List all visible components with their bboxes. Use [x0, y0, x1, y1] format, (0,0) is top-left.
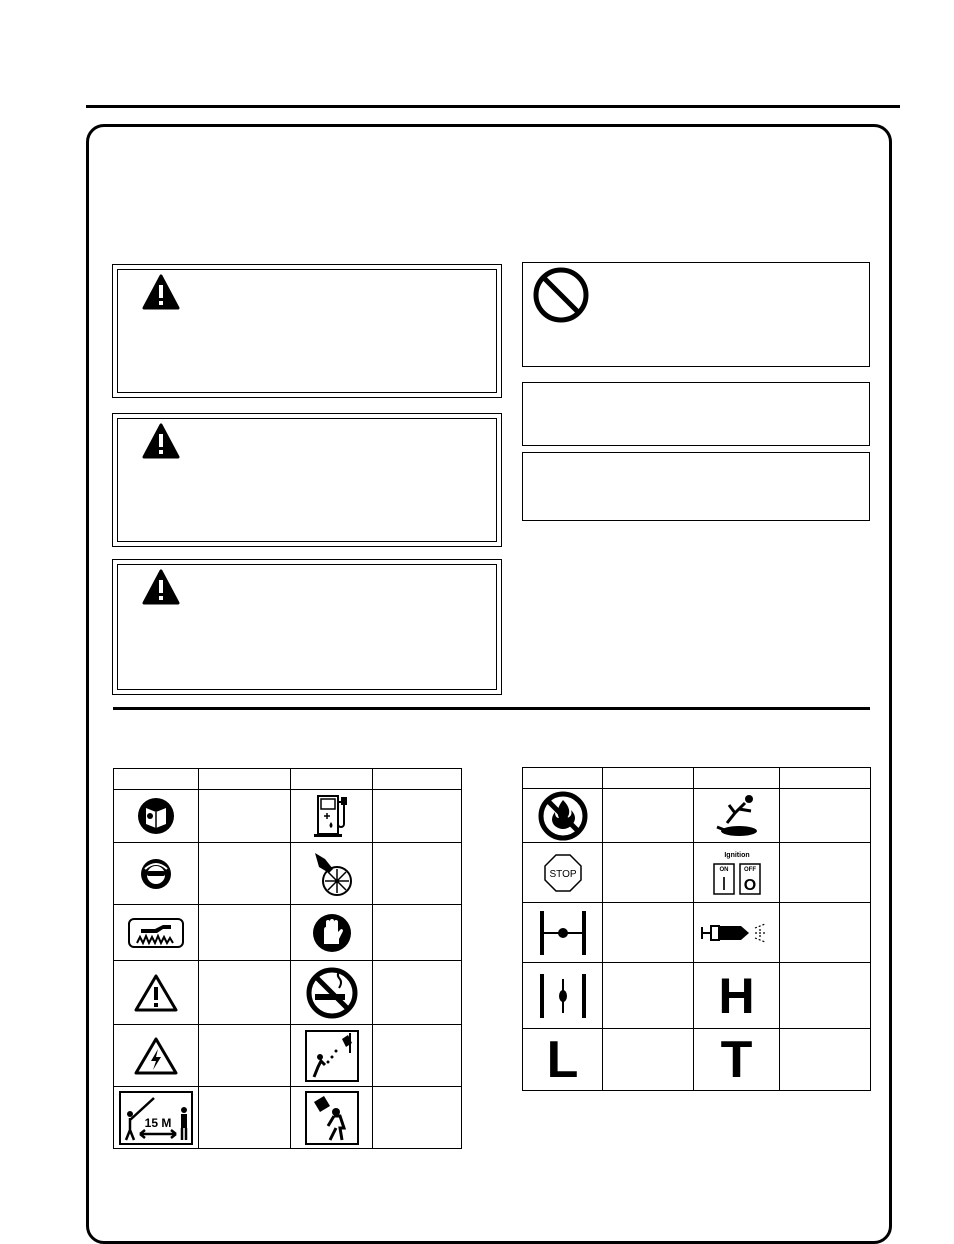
- symbol-description: [603, 903, 694, 963]
- symbol-description: [780, 963, 871, 1029]
- symbol-description: [199, 905, 291, 961]
- table-row: [114, 843, 462, 905]
- symbol-description: [199, 1087, 291, 1149]
- table-row: [114, 790, 462, 843]
- header-description: [603, 768, 694, 789]
- top-rule: [86, 105, 900, 108]
- thrown-objects-icon: [291, 1025, 373, 1087]
- warning-triangle-icon: [141, 422, 181, 460]
- no-open-flame-icon: [523, 789, 603, 843]
- table-header-row: [114, 769, 462, 790]
- symbol-description: [373, 1025, 462, 1087]
- header-symbol: [694, 768, 780, 789]
- table-row: [523, 789, 871, 843]
- symbol-description: [780, 1029, 871, 1091]
- table-row: [114, 961, 462, 1025]
- gloves-icon: [291, 905, 373, 961]
- electric-shock-icon: [114, 1025, 199, 1087]
- table-row: [523, 903, 871, 963]
- symbol-description: [373, 843, 462, 905]
- table-row: [523, 963, 871, 1029]
- warning-box-1: [112, 264, 502, 398]
- off-glyph: O: [743, 876, 756, 894]
- symbol-description: [780, 843, 871, 903]
- prohibition-box: [522, 262, 870, 367]
- header-symbol: [523, 768, 603, 789]
- caution-triangle-icon: [114, 961, 199, 1025]
- stop-icon: [523, 843, 603, 903]
- keep-distance-icon: [114, 1087, 199, 1149]
- header-description: [373, 769, 462, 790]
- prohibition-icon: [531, 265, 591, 325]
- on-glyph: I: [720, 873, 727, 894]
- slippery-surface-icon: [694, 789, 780, 843]
- warning-box-3: [112, 559, 502, 695]
- header-symbol: [291, 769, 373, 790]
- symbol-description: [199, 1025, 291, 1087]
- t-adjust-icon: T: [694, 1029, 780, 1091]
- symbol-table-left: [113, 768, 462, 1149]
- header-description: [780, 768, 871, 789]
- table-row: [114, 1087, 462, 1149]
- choke-closed-icon: [523, 963, 603, 1029]
- symbol-description: [603, 963, 694, 1029]
- symbol-description: [199, 790, 291, 843]
- note-box-2: [522, 452, 870, 521]
- off-label: OFF: [743, 866, 756, 873]
- symbol-description: [373, 790, 462, 843]
- warning-box-2: [112, 413, 502, 547]
- choke-open-icon: [523, 903, 603, 963]
- warning-triangle-icon: [141, 273, 181, 311]
- h-adjust-icon: H: [694, 963, 780, 1029]
- on-label: ON: [719, 866, 728, 873]
- section-divider: [113, 707, 870, 710]
- warning-triangle-icon: [141, 568, 181, 606]
- no-smoking-icon: [291, 961, 373, 1025]
- distance-label: 15 M: [144, 1115, 172, 1130]
- symbol-description: [780, 789, 871, 843]
- table-row: [114, 1025, 462, 1087]
- symbol-description: [373, 961, 462, 1025]
- hot-surface-icon: [114, 905, 199, 961]
- symbol-description: [373, 1087, 462, 1149]
- symbol-description: [603, 1029, 694, 1091]
- symbol-description: [780, 903, 871, 963]
- table-row: [523, 1029, 871, 1091]
- symbol-description: [603, 789, 694, 843]
- stop-label: STOP: [548, 868, 577, 880]
- table-row: [114, 905, 462, 961]
- symbol-table-right: [522, 767, 871, 1091]
- ignition-label: Ignition: [723, 851, 750, 859]
- symbol-description: [199, 961, 291, 1025]
- table-row: [523, 843, 871, 903]
- page-title: [113, 150, 870, 180]
- hand-entanglement-icon: [291, 843, 373, 905]
- symbol-description: [373, 905, 462, 961]
- primer-icon: [694, 903, 780, 963]
- symbol-description: [603, 843, 694, 903]
- l-adjust-icon: L: [523, 1029, 603, 1091]
- read-manual-icon: [114, 790, 199, 843]
- header-description: [199, 769, 291, 790]
- falling-object-icon: [291, 1087, 373, 1149]
- fuel-pump-icon: [291, 790, 373, 843]
- table-header-row: [523, 768, 871, 789]
- header-symbol: [114, 769, 199, 790]
- symbol-description: [199, 843, 291, 905]
- note-box-1: [522, 382, 870, 446]
- ignition-switch-icon: [694, 843, 780, 903]
- eye-ear-protection-icon: [114, 843, 199, 905]
